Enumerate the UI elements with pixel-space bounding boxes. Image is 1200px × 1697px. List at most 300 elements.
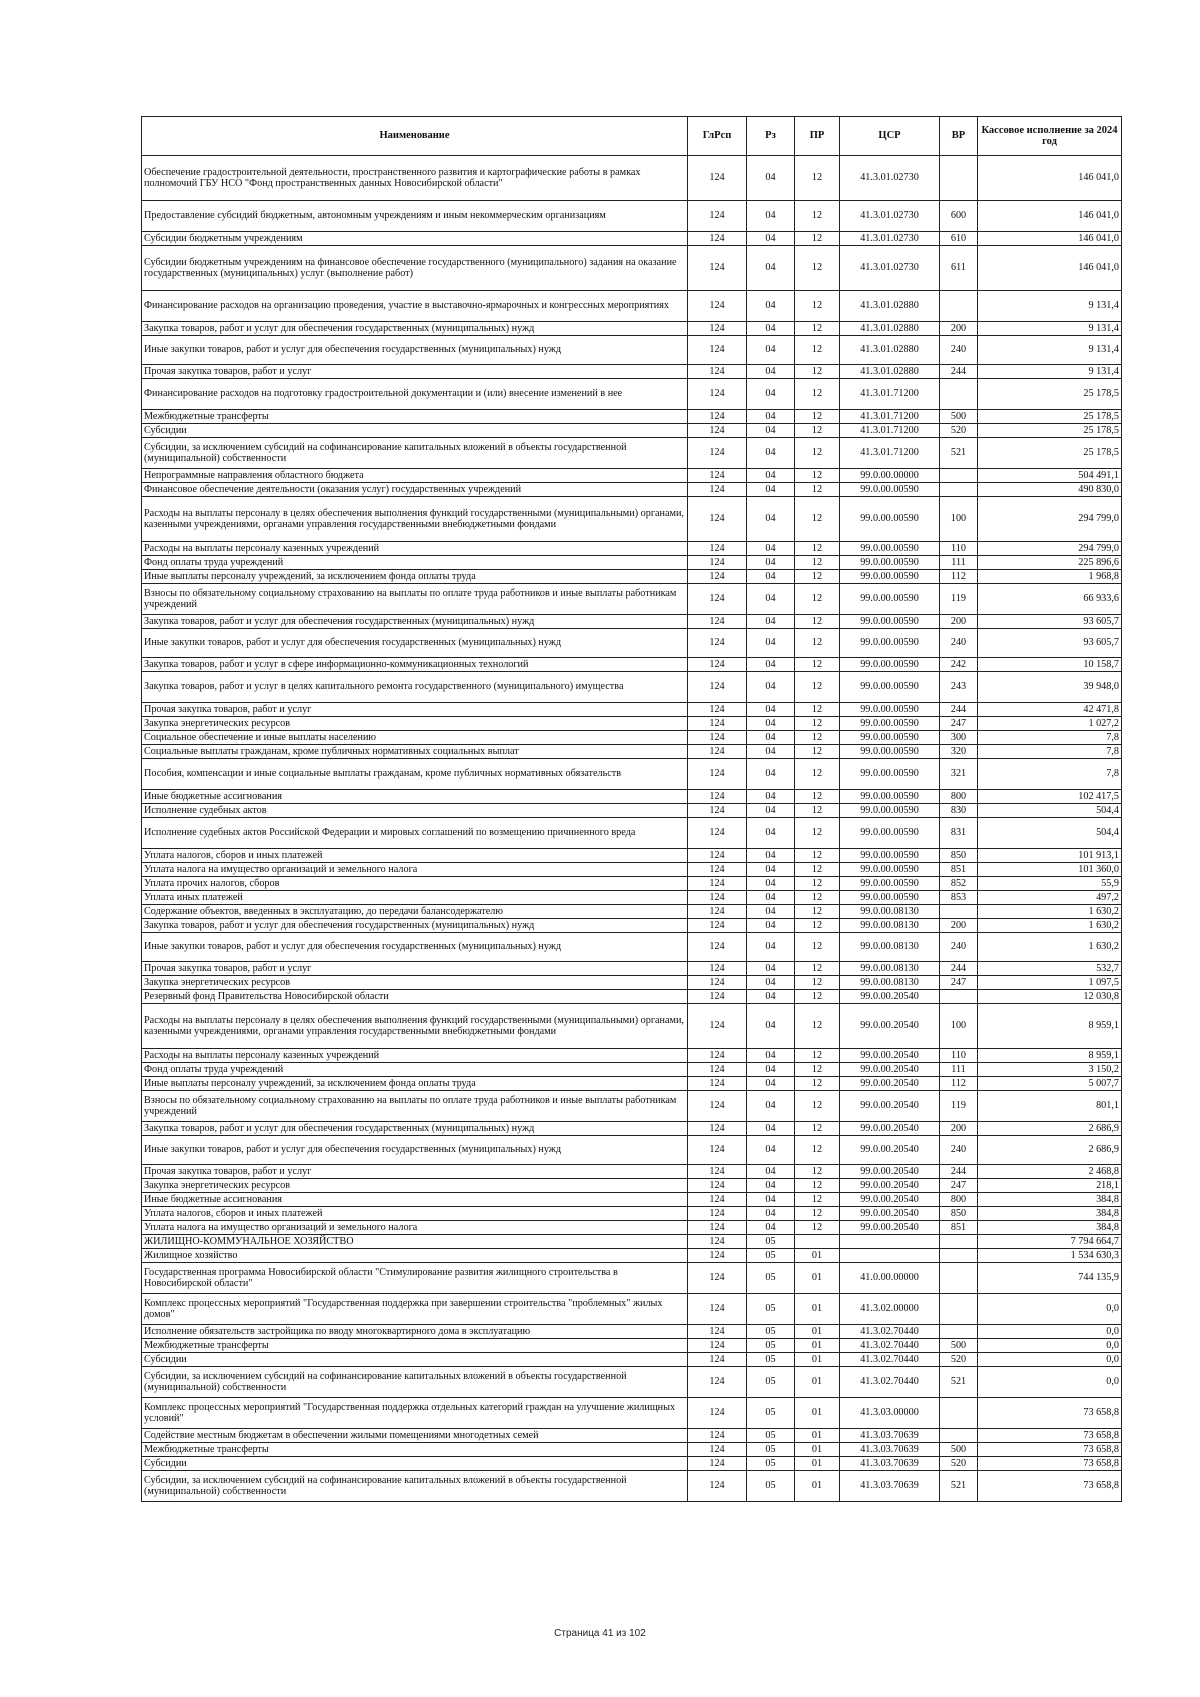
cell-name: Субсидии бюджетным учреждениям bbox=[142, 232, 688, 246]
table-row bbox=[142, 658, 1122, 672]
cell-pr: 12 bbox=[795, 629, 840, 658]
cell-rz: 04 bbox=[747, 584, 795, 615]
cell-pr: 12 bbox=[795, 542, 840, 556]
cell-csr: 41.3.03.70639 bbox=[840, 1471, 940, 1502]
table-row bbox=[142, 905, 1122, 919]
cell-vr bbox=[940, 1235, 978, 1249]
cell-name: Расходы на выплаты персоналу в целях обеспечения выполнения функций государственными (муниципальными) органами, казенными учреждениями, органами управления государственными внебюджетными фондами bbox=[142, 1004, 688, 1049]
cell-amount: 801,1 bbox=[978, 1091, 1122, 1122]
table-row bbox=[142, 759, 1122, 790]
table-row bbox=[142, 933, 1122, 962]
header-vr: ВР bbox=[940, 117, 978, 156]
table-row bbox=[142, 570, 1122, 584]
cell-glrsp: 124 bbox=[688, 424, 747, 438]
cell-csr: 99.0.00.00590 bbox=[840, 483, 940, 497]
cell-glrsp: 124 bbox=[688, 919, 747, 933]
table-row bbox=[142, 1165, 1122, 1179]
cell-vr: 244 bbox=[940, 365, 978, 379]
cell-vr bbox=[940, 483, 978, 497]
table-row bbox=[142, 322, 1122, 336]
cell-amount: 66 933,6 bbox=[978, 584, 1122, 615]
cell-glrsp: 124 bbox=[688, 905, 747, 919]
cell-glrsp: 124 bbox=[688, 891, 747, 905]
cell-vr bbox=[940, 905, 978, 919]
cell-pr: 01 bbox=[795, 1367, 840, 1398]
cell-amount: 102 417,5 bbox=[978, 790, 1122, 804]
cell-glrsp: 124 bbox=[688, 1179, 747, 1193]
cell-amount: 73 658,8 bbox=[978, 1398, 1122, 1429]
cell-amount: 504,4 bbox=[978, 804, 1122, 818]
cell-glrsp: 124 bbox=[688, 1263, 747, 1294]
cell-csr: 99.0.00.08130 bbox=[840, 976, 940, 990]
cell-csr: 99.0.00.00590 bbox=[840, 849, 940, 863]
header-pr: ПР bbox=[795, 117, 840, 156]
cell-csr: 41.3.02.70440 bbox=[840, 1325, 940, 1339]
cell-pr: 01 bbox=[795, 1429, 840, 1443]
cell-glrsp: 124 bbox=[688, 1398, 747, 1429]
table-row bbox=[142, 410, 1122, 424]
cell-name: Иные выплаты персоналу учреждений, за исключением фонда оплаты труда bbox=[142, 1077, 688, 1091]
cell-rz: 04 bbox=[747, 1091, 795, 1122]
cell-rz: 04 bbox=[747, 232, 795, 246]
cell-amount: 1 630,2 bbox=[978, 933, 1122, 962]
table-row bbox=[142, 1077, 1122, 1091]
cell-amount: 93 605,7 bbox=[978, 615, 1122, 629]
cell-glrsp: 124 bbox=[688, 365, 747, 379]
cell-name: Резервный фонд Правительства Новосибирской области bbox=[142, 990, 688, 1004]
cell-rz: 04 bbox=[747, 291, 795, 322]
table-row bbox=[142, 849, 1122, 863]
cell-rz: 05 bbox=[747, 1325, 795, 1339]
cell-pr: 12 bbox=[795, 322, 840, 336]
cell-csr: 99.0.00.00000 bbox=[840, 469, 940, 483]
cell-csr: 41.3.01.02730 bbox=[840, 201, 940, 232]
cell-rz: 04 bbox=[747, 1122, 795, 1136]
cell-amount: 39 948,0 bbox=[978, 672, 1122, 703]
cell-rz: 04 bbox=[747, 1004, 795, 1049]
cell-rz: 04 bbox=[747, 1221, 795, 1235]
cell-pr: 12 bbox=[795, 469, 840, 483]
cell-csr: 99.0.00.00590 bbox=[840, 818, 940, 849]
table-row bbox=[142, 438, 1122, 469]
cell-pr: 12 bbox=[795, 759, 840, 790]
cell-rz: 04 bbox=[747, 790, 795, 804]
cell-name: Субсидии, за исключением субсидий на софинансирование капитальных вложений в объекты государственной (муниципальной) собственности bbox=[142, 438, 688, 469]
cell-amount: 73 658,8 bbox=[978, 1457, 1122, 1471]
cell-amount: 146 041,0 bbox=[978, 246, 1122, 291]
table-row bbox=[142, 990, 1122, 1004]
cell-glrsp: 124 bbox=[688, 1294, 747, 1325]
cell-glrsp: 124 bbox=[688, 1325, 747, 1339]
cell-name: Фонд оплаты труда учреждений bbox=[142, 1063, 688, 1077]
cell-name: Закупка энергетических ресурсов bbox=[142, 1179, 688, 1193]
cell-csr: 99.0.00.20540 bbox=[840, 1207, 940, 1221]
cell-vr: 521 bbox=[940, 1471, 978, 1502]
cell-vr: 500 bbox=[940, 410, 978, 424]
table-header-row bbox=[142, 117, 1122, 156]
cell-csr: 99.0.00.20540 bbox=[840, 990, 940, 1004]
cell-amount: 101 360,0 bbox=[978, 863, 1122, 877]
cell-csr: 99.0.00.20540 bbox=[840, 1193, 940, 1207]
cell-name: Финансирование расходов на подготовку градостроительной документации и (или) внесение изменений в нее bbox=[142, 379, 688, 410]
cell-vr: 852 bbox=[940, 877, 978, 891]
cell-vr: 240 bbox=[940, 629, 978, 658]
cell-glrsp: 124 bbox=[688, 804, 747, 818]
cell-amount: 1 097,5 bbox=[978, 976, 1122, 990]
cell-rz: 04 bbox=[747, 156, 795, 201]
cell-rz: 04 bbox=[747, 863, 795, 877]
cell-amount: 1 630,2 bbox=[978, 905, 1122, 919]
cell-rz: 04 bbox=[747, 703, 795, 717]
cell-glrsp: 124 bbox=[688, 1429, 747, 1443]
cell-rz: 05 bbox=[747, 1471, 795, 1502]
cell-csr: 41.3.01.02880 bbox=[840, 365, 940, 379]
cell-pr: 12 bbox=[795, 1004, 840, 1049]
cell-glrsp: 124 bbox=[688, 976, 747, 990]
cell-glrsp: 124 bbox=[688, 1207, 747, 1221]
cell-amount: 25 178,5 bbox=[978, 410, 1122, 424]
table-row bbox=[142, 469, 1122, 483]
cell-csr: 99.0.00.00590 bbox=[840, 717, 940, 731]
cell-vr: 321 bbox=[940, 759, 978, 790]
cell-pr: 12 bbox=[795, 365, 840, 379]
cell-rz: 05 bbox=[747, 1367, 795, 1398]
cell-amount: 3 150,2 bbox=[978, 1063, 1122, 1077]
cell-vr: 831 bbox=[940, 818, 978, 849]
cell-glrsp: 124 bbox=[688, 336, 747, 365]
cell-pr: 12 bbox=[795, 1136, 840, 1165]
cell-name: Фонд оплаты труда учреждений bbox=[142, 556, 688, 570]
cell-vr: 611 bbox=[940, 246, 978, 291]
cell-glrsp: 124 bbox=[688, 731, 747, 745]
cell-rz: 04 bbox=[747, 336, 795, 365]
cell-vr: 247 bbox=[940, 717, 978, 731]
cell-pr: 12 bbox=[795, 790, 840, 804]
cell-amount: 73 658,8 bbox=[978, 1471, 1122, 1502]
cell-vr: 100 bbox=[940, 497, 978, 542]
cell-name: Уплата прочих налогов, сборов bbox=[142, 877, 688, 891]
cell-amount: 2 468,8 bbox=[978, 1165, 1122, 1179]
cell-glrsp: 124 bbox=[688, 1193, 747, 1207]
cell-vr: 200 bbox=[940, 322, 978, 336]
cell-csr: 99.0.00.20540 bbox=[840, 1077, 940, 1091]
cell-name: Субсидии bbox=[142, 1353, 688, 1367]
cell-vr: 851 bbox=[940, 863, 978, 877]
cell-pr: 12 bbox=[795, 291, 840, 322]
cell-csr: 41.3.03.70639 bbox=[840, 1429, 940, 1443]
cell-vr: 247 bbox=[940, 976, 978, 990]
cell-amount: 9 131,4 bbox=[978, 322, 1122, 336]
cell-vr: 800 bbox=[940, 790, 978, 804]
cell-name: Исполнение судебных актов Российской Федерации и мировых соглашений по возмещению причиненного вреда bbox=[142, 818, 688, 849]
cell-name: Финансирование расходов на организацию проведения, участие в выставочно-ярмарочных и конгрессных мероприятиях bbox=[142, 291, 688, 322]
cell-rz: 05 bbox=[747, 1398, 795, 1429]
cell-pr: 12 bbox=[795, 849, 840, 863]
cell-name: Иные выплаты персоналу учреждений, за исключением фонда оплаты труда bbox=[142, 570, 688, 584]
cell-pr: 12 bbox=[795, 232, 840, 246]
cell-glrsp: 124 bbox=[688, 584, 747, 615]
cell-amount: 504,4 bbox=[978, 818, 1122, 849]
cell-name: Расходы на выплаты персоналу казенных учреждений bbox=[142, 542, 688, 556]
cell-name: Исполнение судебных актов bbox=[142, 804, 688, 818]
cell-vr bbox=[940, 379, 978, 410]
cell-pr: 12 bbox=[795, 246, 840, 291]
cell-name: Субсидии bbox=[142, 1457, 688, 1471]
cell-vr bbox=[940, 1398, 978, 1429]
cell-glrsp: 124 bbox=[688, 322, 747, 336]
cell-vr: 110 bbox=[940, 1049, 978, 1063]
cell-vr: 111 bbox=[940, 1063, 978, 1077]
cell-pr: 12 bbox=[795, 933, 840, 962]
cell-csr: 99.0.00.20540 bbox=[840, 1091, 940, 1122]
table-row bbox=[142, 863, 1122, 877]
cell-vr: 243 bbox=[940, 672, 978, 703]
cell-rz: 04 bbox=[747, 658, 795, 672]
cell-vr bbox=[940, 1325, 978, 1339]
cell-csr: 99.0.00.20540 bbox=[840, 1179, 940, 1193]
cell-csr: 99.0.00.00590 bbox=[840, 497, 940, 542]
table-row bbox=[142, 1339, 1122, 1353]
cell-csr: 99.0.00.00590 bbox=[840, 759, 940, 790]
cell-csr: 99.0.00.00590 bbox=[840, 863, 940, 877]
table-row bbox=[142, 1443, 1122, 1457]
cell-pr: 12 bbox=[795, 1207, 840, 1221]
cell-name: Взносы по обязательному социальному страхованию на выплаты по оплате труда работников и иные выплаты работникам учреждений bbox=[142, 1091, 688, 1122]
cell-rz: 04 bbox=[747, 731, 795, 745]
cell-rz: 04 bbox=[747, 1049, 795, 1063]
cell-csr: 99.0.00.00590 bbox=[840, 731, 940, 745]
cell-vr: 600 bbox=[940, 201, 978, 232]
cell-csr: 41.3.01.02730 bbox=[840, 232, 940, 246]
cell-csr: 99.0.00.20540 bbox=[840, 1122, 940, 1136]
cell-pr: 12 bbox=[795, 156, 840, 201]
cell-amount: 490 830,0 bbox=[978, 483, 1122, 497]
cell-glrsp: 124 bbox=[688, 379, 747, 410]
cell-name: Расходы на выплаты персоналу казенных учреждений bbox=[142, 1049, 688, 1063]
cell-name: Субсидии бюджетным учреждениям на финансовое обеспечение государственного (муниципального) задания на оказание государственных (муниципальных) услуг (выполнение работ) bbox=[142, 246, 688, 291]
cell-pr: 12 bbox=[795, 891, 840, 905]
table-row bbox=[142, 877, 1122, 891]
cell-rz: 04 bbox=[747, 424, 795, 438]
table-row bbox=[142, 556, 1122, 570]
cell-csr: 99.0.00.00590 bbox=[840, 672, 940, 703]
cell-amount: 146 041,0 bbox=[978, 232, 1122, 246]
cell-rz: 04 bbox=[747, 717, 795, 731]
table-row bbox=[142, 1353, 1122, 1367]
table-row bbox=[142, 745, 1122, 759]
cell-pr: 12 bbox=[795, 1049, 840, 1063]
cell-rz: 04 bbox=[747, 877, 795, 891]
cell-vr: 112 bbox=[940, 1077, 978, 1091]
cell-pr: 12 bbox=[795, 818, 840, 849]
cell-vr bbox=[940, 1263, 978, 1294]
table-row bbox=[142, 1429, 1122, 1443]
cell-pr: 01 bbox=[795, 1398, 840, 1429]
cell-name: Закупка товаров, работ и услуг для обеспечения государственных (муниципальных) нужд bbox=[142, 615, 688, 629]
cell-csr: 99.0.00.00590 bbox=[840, 804, 940, 818]
table-row bbox=[142, 156, 1122, 201]
cell-glrsp: 124 bbox=[688, 438, 747, 469]
cell-amount: 1 534 630,3 bbox=[978, 1249, 1122, 1263]
cell-glrsp: 124 bbox=[688, 542, 747, 556]
table-row bbox=[142, 1367, 1122, 1398]
table-row bbox=[142, 336, 1122, 365]
cell-csr: 41.3.01.02880 bbox=[840, 336, 940, 365]
cell-amount: 93 605,7 bbox=[978, 629, 1122, 658]
cell-rz: 04 bbox=[747, 759, 795, 790]
cell-pr bbox=[795, 1235, 840, 1249]
cell-name: Закупка энергетических ресурсов bbox=[142, 976, 688, 990]
cell-rz: 04 bbox=[747, 322, 795, 336]
table-row bbox=[142, 717, 1122, 731]
cell-amount: 504 491,1 bbox=[978, 469, 1122, 483]
header-csr: ЦСР bbox=[840, 117, 940, 156]
cell-glrsp: 124 bbox=[688, 1235, 747, 1249]
cell-glrsp: 124 bbox=[688, 497, 747, 542]
cell-amount: 218,1 bbox=[978, 1179, 1122, 1193]
cell-vr bbox=[940, 291, 978, 322]
cell-amount: 55,9 bbox=[978, 877, 1122, 891]
table-row bbox=[142, 615, 1122, 629]
table-row bbox=[142, 919, 1122, 933]
cell-rz: 04 bbox=[747, 556, 795, 570]
cell-vr: 240 bbox=[940, 1136, 978, 1165]
cell-name: Субсидии, за исключением субсидий на софинансирование капитальных вложений в объекты государственной (муниципальной) собственности bbox=[142, 1367, 688, 1398]
cell-name: Субсидии, за исключением субсидий на софинансирование капитальных вложений в объекты государственной (муниципальной) собственности bbox=[142, 1471, 688, 1502]
cell-pr: 12 bbox=[795, 731, 840, 745]
cell-vr: 110 bbox=[940, 542, 978, 556]
cell-vr: 244 bbox=[940, 962, 978, 976]
table-row bbox=[142, 731, 1122, 745]
cell-glrsp: 124 bbox=[688, 1122, 747, 1136]
cell-vr: 520 bbox=[940, 424, 978, 438]
cell-glrsp: 124 bbox=[688, 483, 747, 497]
table-row bbox=[142, 818, 1122, 849]
cell-vr: 850 bbox=[940, 849, 978, 863]
cell-pr: 12 bbox=[795, 1193, 840, 1207]
table-row bbox=[142, 379, 1122, 410]
cell-name: Прочая закупка товаров, работ и услуг bbox=[142, 1165, 688, 1179]
cell-amount: 2 686,9 bbox=[978, 1136, 1122, 1165]
cell-amount: 9 131,4 bbox=[978, 291, 1122, 322]
cell-glrsp: 124 bbox=[688, 556, 747, 570]
cell-vr bbox=[940, 990, 978, 1004]
cell-name: Закупка товаров, работ и услуг в сфере информационно-коммуникационных технологий bbox=[142, 658, 688, 672]
cell-pr: 12 bbox=[795, 556, 840, 570]
cell-glrsp: 124 bbox=[688, 745, 747, 759]
cell-csr: 99.0.00.20540 bbox=[840, 1221, 940, 1235]
cell-csr: 99.0.00.00590 bbox=[840, 629, 940, 658]
table-row bbox=[142, 1471, 1122, 1502]
cell-amount: 0,0 bbox=[978, 1367, 1122, 1398]
cell-csr: 99.0.00.20540 bbox=[840, 1004, 940, 1049]
cell-rz: 04 bbox=[747, 745, 795, 759]
cell-csr: 99.0.00.00590 bbox=[840, 891, 940, 905]
table-row bbox=[142, 703, 1122, 717]
cell-name: Взносы по обязательному социальному страхованию на выплаты по оплате труда работников и иные выплаты работникам учреждений bbox=[142, 584, 688, 615]
table-row bbox=[142, 1263, 1122, 1294]
cell-amount: 225 896,6 bbox=[978, 556, 1122, 570]
cell-name: Социальное обеспечение и иные выплаты населению bbox=[142, 731, 688, 745]
table-row bbox=[142, 1221, 1122, 1235]
cell-vr: 242 bbox=[940, 658, 978, 672]
cell-amount: 384,8 bbox=[978, 1207, 1122, 1221]
cell-pr: 12 bbox=[795, 379, 840, 410]
cell-name: Государственная программа Новосибирской области "Стимулирование развития жилищного строительства в Новосибирской области" bbox=[142, 1263, 688, 1294]
cell-name: Иные закупки товаров, работ и услуг для обеспечения государственных (муниципальных) нужд bbox=[142, 933, 688, 962]
cell-csr bbox=[840, 1235, 940, 1249]
cell-glrsp: 124 bbox=[688, 291, 747, 322]
cell-glrsp: 124 bbox=[688, 658, 747, 672]
cell-rz: 05 bbox=[747, 1294, 795, 1325]
cell-csr: 41.3.01.71200 bbox=[840, 438, 940, 469]
cell-glrsp: 124 bbox=[688, 570, 747, 584]
cell-rz: 04 bbox=[747, 1165, 795, 1179]
cell-vr: 240 bbox=[940, 933, 978, 962]
cell-vr: 247 bbox=[940, 1179, 978, 1193]
cell-name: Прочая закупка товаров, работ и услуг bbox=[142, 365, 688, 379]
cell-glrsp: 124 bbox=[688, 410, 747, 424]
cell-amount: 10 158,7 bbox=[978, 658, 1122, 672]
cell-rz: 05 bbox=[747, 1235, 795, 1249]
cell-csr: 99.0.00.00590 bbox=[840, 877, 940, 891]
cell-csr: 99.0.00.00590 bbox=[840, 556, 940, 570]
cell-vr: 200 bbox=[940, 615, 978, 629]
cell-vr: 119 bbox=[940, 584, 978, 615]
cell-csr: 41.3.02.00000 bbox=[840, 1294, 940, 1325]
cell-glrsp: 124 bbox=[688, 703, 747, 717]
table-row bbox=[142, 962, 1122, 976]
cell-name: Пособия, компенсации и иные социальные выплаты гражданам, кроме публичных нормативных обязательств bbox=[142, 759, 688, 790]
cell-glrsp: 124 bbox=[688, 962, 747, 976]
table-row bbox=[142, 201, 1122, 232]
cell-glrsp: 124 bbox=[688, 1004, 747, 1049]
cell-amount: 5 007,7 bbox=[978, 1077, 1122, 1091]
cell-vr: 521 bbox=[940, 1367, 978, 1398]
cell-rz: 04 bbox=[747, 990, 795, 1004]
cell-pr: 01 bbox=[795, 1325, 840, 1339]
cell-csr: 41.3.01.02730 bbox=[840, 246, 940, 291]
cell-rz: 04 bbox=[747, 1077, 795, 1091]
cell-amount: 384,8 bbox=[978, 1193, 1122, 1207]
cell-amount: 7,8 bbox=[978, 759, 1122, 790]
cell-glrsp: 124 bbox=[688, 1471, 747, 1502]
cell-name: Комплекс процессных мероприятий "Государственная поддержка при завершении строительства "проблемных" жилых домов" bbox=[142, 1294, 688, 1325]
cell-vr: 240 bbox=[940, 336, 978, 365]
cell-rz: 04 bbox=[747, 1136, 795, 1165]
cell-vr: 119 bbox=[940, 1091, 978, 1122]
cell-csr: 41.3.03.00000 bbox=[840, 1398, 940, 1429]
cell-rz: 04 bbox=[747, 497, 795, 542]
cell-csr: 41.3.02.70440 bbox=[840, 1367, 940, 1398]
cell-pr: 12 bbox=[795, 584, 840, 615]
cell-csr: 99.0.00.00590 bbox=[840, 658, 940, 672]
cell-amount: 146 041,0 bbox=[978, 156, 1122, 201]
cell-name: Субсидии bbox=[142, 424, 688, 438]
cell-csr: 99.0.00.00590 bbox=[840, 542, 940, 556]
cell-glrsp: 124 bbox=[688, 672, 747, 703]
cell-csr: 41.3.01.71200 bbox=[840, 424, 940, 438]
cell-rz: 04 bbox=[747, 1063, 795, 1077]
cell-amount: 9 131,4 bbox=[978, 336, 1122, 365]
cell-pr: 12 bbox=[795, 962, 840, 976]
cell-amount: 384,8 bbox=[978, 1221, 1122, 1235]
cell-rz: 04 bbox=[747, 629, 795, 658]
cell-amount: 497,2 bbox=[978, 891, 1122, 905]
cell-glrsp: 124 bbox=[688, 1353, 747, 1367]
cell-rz: 04 bbox=[747, 919, 795, 933]
cell-pr: 12 bbox=[795, 717, 840, 731]
